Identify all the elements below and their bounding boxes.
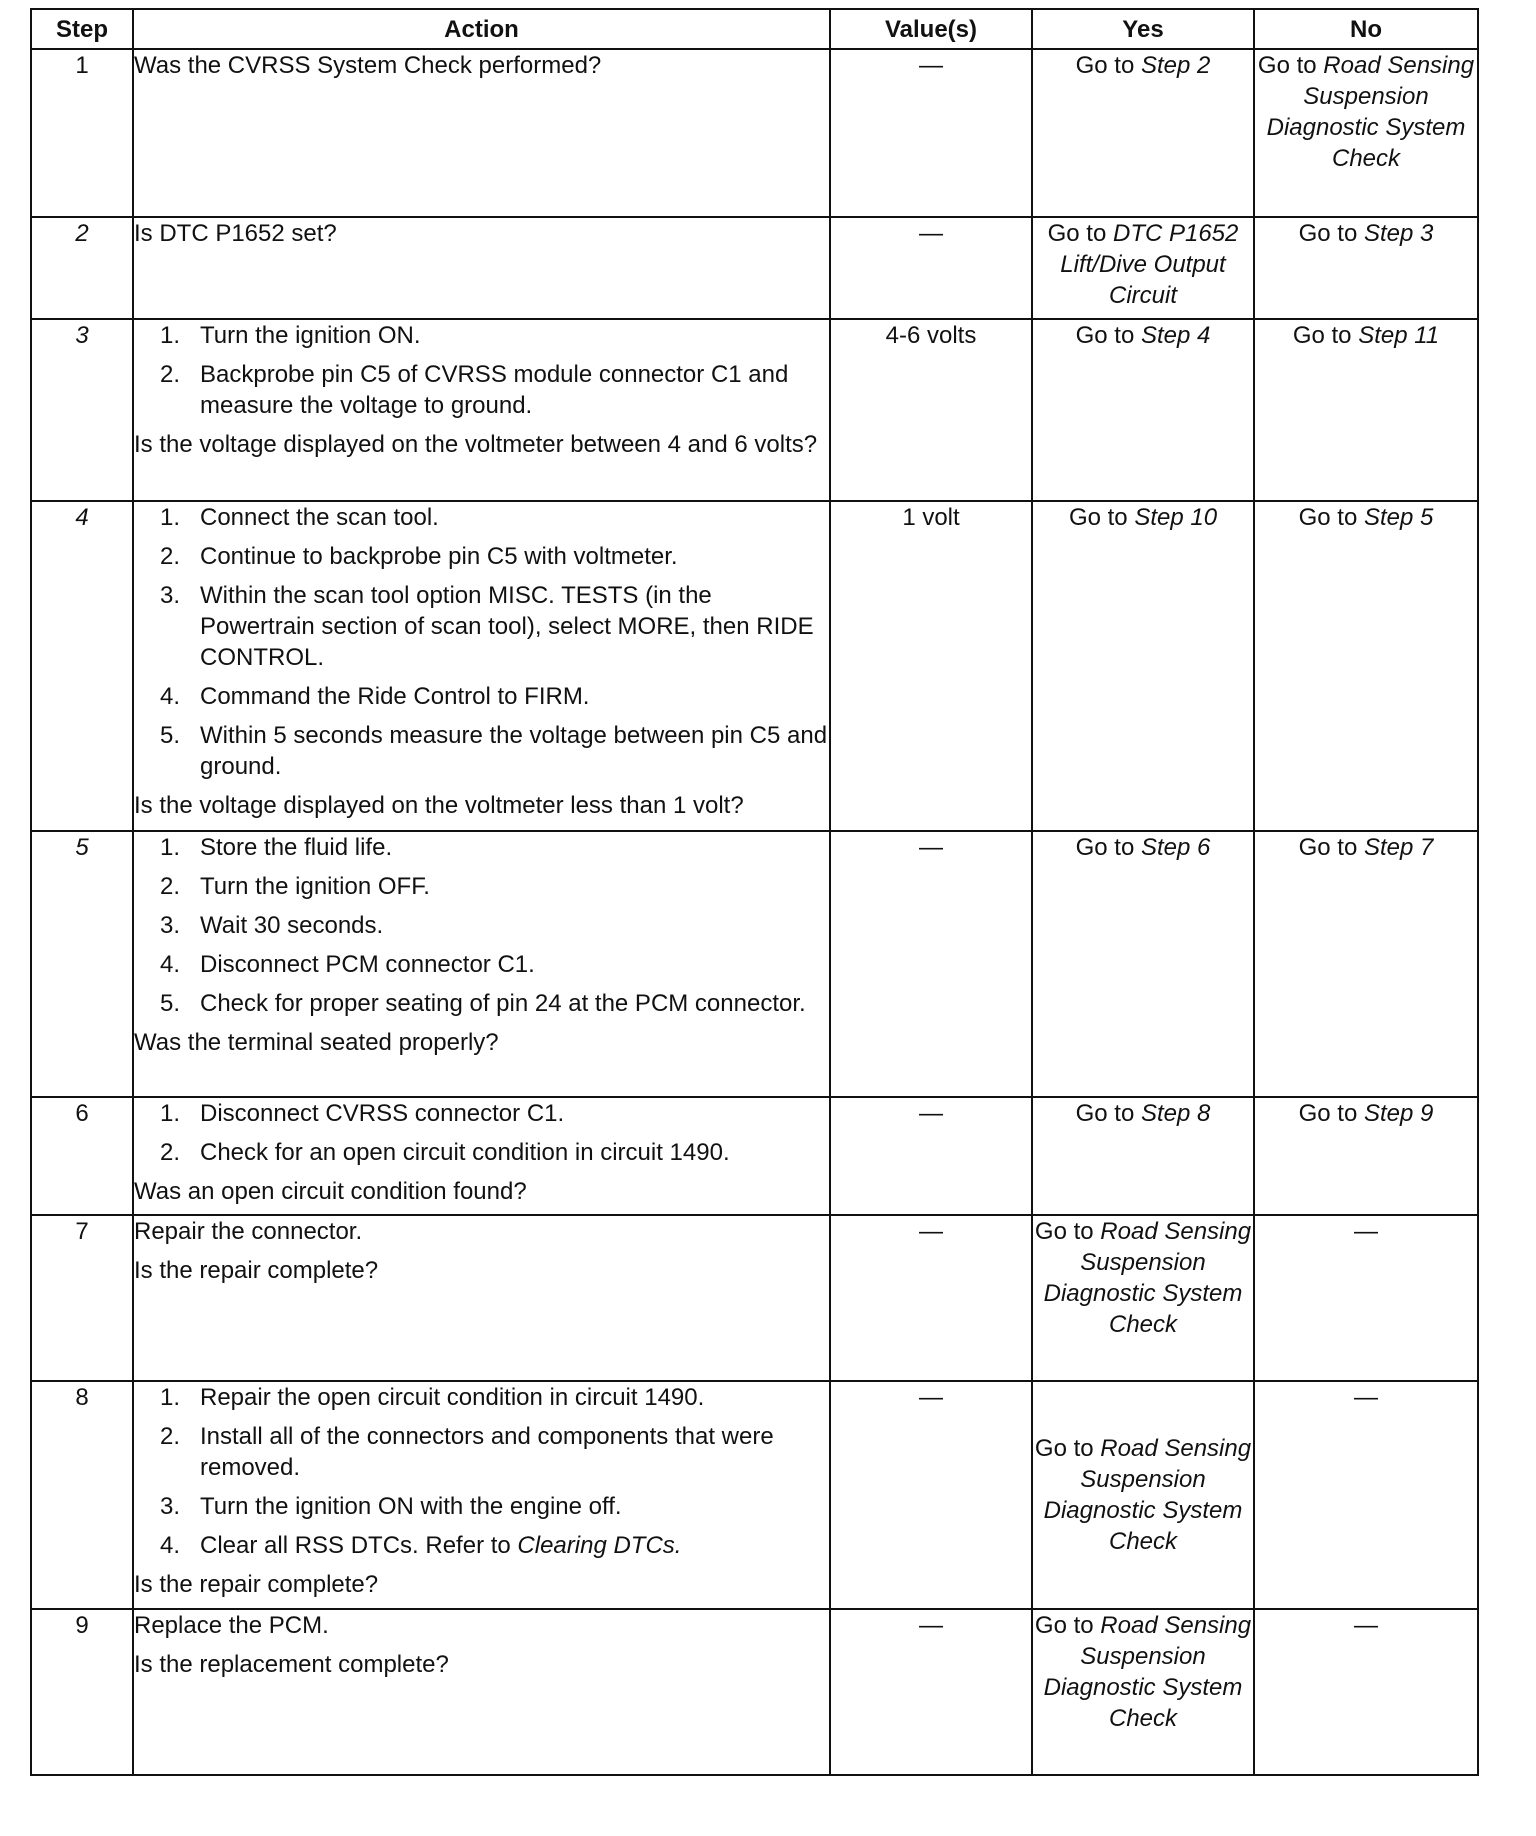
step-number: 5 — [31, 831, 133, 1097]
action-cell — [133, 49, 830, 217]
yes-cell — [1032, 1609, 1254, 1775]
action-steps — [134, 832, 829, 1019]
action-step: 2. Backprobe pin C5 of CVRSS module connector C1 and measure the voltage to ground. — [160, 361, 789, 419]
yes-result: Go to Step 8 — [1075, 1100, 1211, 1127]
action-step: 3. Within the scan tool option MISC. TESTS (in the Powertrain section of scan tool), select MORE, then RIDE CONTROL. — [160, 582, 814, 671]
yes-result: Go to DTC P1652 Lift/Dive Output Circuit — [1047, 220, 1239, 309]
table-row — [31, 1381, 1478, 1609]
no-cell — [1254, 501, 1478, 831]
value-cell: — — [830, 1609, 1032, 1775]
yes-result: Go to Step 4 — [1075, 322, 1211, 349]
action-step: 3. Turn the ignition ON with the engine off. — [160, 1493, 622, 1520]
value-cell: 1 volt — [830, 501, 1032, 831]
yes-result: Go to Road Sensing Suspension Diagnostic System Check — [1034, 1218, 1252, 1338]
table-header-row — [31, 9, 1478, 49]
yes-cell — [1032, 501, 1254, 831]
yes-result: Go to Step 2 — [1075, 52, 1211, 79]
no-result: Go to Step 3 — [1298, 220, 1434, 247]
action-text: Repair the connector. — [134, 1218, 363, 1245]
action-step: 4. Disconnect PCM connector C1. — [160, 951, 535, 978]
action-steps — [134, 1098, 829, 1168]
action-question: Is the replacement complete? — [134, 1651, 449, 1678]
action-step: 3. Wait 30 seconds. — [160, 912, 384, 939]
table-row — [31, 319, 1478, 501]
action-cell — [133, 831, 830, 1097]
value-cell: — — [830, 1097, 1032, 1215]
no-cell: — — [1254, 1215, 1478, 1381]
action-question: Was the terminal seated properly? — [134, 1029, 499, 1056]
action-steps — [134, 1382, 829, 1561]
action-cell — [133, 1097, 830, 1215]
action-step: 2. Continue to backprobe pin C5 with voltmeter. — [160, 543, 678, 570]
step-number: 2 — [31, 217, 133, 319]
diagnostic-table — [30, 8, 1479, 1776]
no-cell: — — [1254, 1381, 1478, 1609]
action-question: Is the voltage displayed on the voltmeter between 4 and 6 volts? — [134, 431, 818, 458]
action-cell — [133, 1381, 830, 1609]
yes-result: Go to Road Sensing Suspension Diagnostic System Check — [1034, 1612, 1252, 1732]
header-yes: Yes — [1032, 9, 1254, 49]
no-result: Go to Road Sensing Suspension Diagnostic System Check — [1257, 52, 1475, 172]
action-step: 1. Disconnect CVRSS connector C1. — [160, 1100, 565, 1127]
table-row — [31, 501, 1478, 831]
action-question: Is the voltage displayed on the voltmeter less than 1 volt? — [134, 792, 744, 819]
header-no: No — [1254, 9, 1478, 49]
no-result: Go to Step 11 — [1292, 322, 1440, 349]
yes-cell — [1032, 1097, 1254, 1215]
yes-result: Go to Road Sensing Suspension Diagnostic System Check — [1034, 1435, 1252, 1555]
action-question: Was an open circuit condition found? — [134, 1178, 527, 1205]
step-number: 4 — [31, 501, 133, 831]
step-number: 7 — [31, 1215, 133, 1381]
table-row — [31, 831, 1478, 1097]
header-step: Step — [31, 9, 133, 49]
action-step: 1. Turn the ignition ON. — [160, 322, 421, 349]
action-step: 5. Within 5 seconds measure the voltage between pin C5 and ground. — [160, 722, 828, 780]
yes-cell — [1032, 1215, 1254, 1381]
yes-cell — [1032, 831, 1254, 1097]
table-row — [31, 217, 1478, 319]
clearing-dtcs-reference: Clearing DTCs. — [517, 1532, 682, 1559]
no-cell — [1254, 49, 1478, 217]
action-question: Is the repair complete? — [134, 1571, 379, 1598]
action-text: Replace the PCM. — [134, 1612, 329, 1639]
no-cell — [1254, 831, 1478, 1097]
action-step: 1. Store the fluid life. — [160, 834, 393, 861]
action-text: Is DTC P1652 set? — [134, 220, 337, 247]
no-result: Go to Step 9 — [1298, 1100, 1434, 1127]
action-cell — [133, 501, 830, 831]
table-row — [31, 1609, 1478, 1775]
action-cell — [133, 1609, 830, 1775]
action-text: Was the CVRSS System Check performed? — [134, 52, 602, 79]
yes-cell — [1032, 1381, 1254, 1609]
action-step: 2. Install all of the connectors and components that were removed. — [160, 1423, 774, 1481]
step-number: 9 — [31, 1609, 133, 1775]
action-steps — [134, 502, 829, 782]
action-cell — [133, 1215, 830, 1381]
no-cell — [1254, 217, 1478, 319]
table-row — [31, 1215, 1478, 1381]
action-cell — [133, 319, 830, 501]
no-cell: — — [1254, 1609, 1478, 1775]
action-steps — [134, 320, 829, 421]
value-cell: 4-6 volts — [830, 319, 1032, 501]
action-step: 4. Clear all RSS DTCs. Refer to Clearing DTCs. — [160, 1532, 682, 1559]
no-result: Go to Step 5 — [1298, 504, 1434, 531]
action-step: 5. Check for proper seating of pin 24 at the PCM connector. — [160, 990, 806, 1017]
action-question: Is the repair complete? — [134, 1257, 379, 1284]
action-cell — [133, 217, 830, 319]
action-step: 4. Command the Ride Control to FIRM. — [160, 683, 590, 710]
yes-result: Go to Step 6 — [1075, 834, 1211, 861]
value-cell: — — [830, 1215, 1032, 1381]
no-cell — [1254, 319, 1478, 501]
action-step: 1. Connect the scan tool. — [160, 504, 439, 531]
step-number: 8 — [31, 1381, 133, 1609]
action-step: 2. Turn the ignition OFF. — [160, 873, 430, 900]
no-result: Go to Step 7 — [1298, 834, 1434, 861]
step-number: 6 — [31, 1097, 133, 1215]
value-cell: — — [830, 217, 1032, 319]
header-values: Value(s) — [830, 9, 1032, 49]
header-action: Action — [133, 9, 830, 49]
table-row — [31, 49, 1478, 217]
yes-cell — [1032, 319, 1254, 501]
value-cell: — — [830, 831, 1032, 1097]
table-row — [31, 1097, 1478, 1215]
action-step: 1. Repair the open circuit condition in circuit 1490. — [160, 1384, 705, 1411]
step-number: 3 — [31, 319, 133, 501]
value-cell: — — [830, 49, 1032, 217]
no-cell — [1254, 1097, 1478, 1215]
value-cell: — — [830, 1381, 1032, 1609]
yes-cell — [1032, 217, 1254, 319]
step-number: 1 — [31, 49, 133, 217]
action-step: 2. Check for an open circuit condition in circuit 1490. — [160, 1139, 730, 1166]
yes-cell — [1032, 49, 1254, 217]
diagnostic-table-sheet — [30, 8, 1477, 1776]
yes-result: Go to Step 10 — [1068, 504, 1218, 531]
